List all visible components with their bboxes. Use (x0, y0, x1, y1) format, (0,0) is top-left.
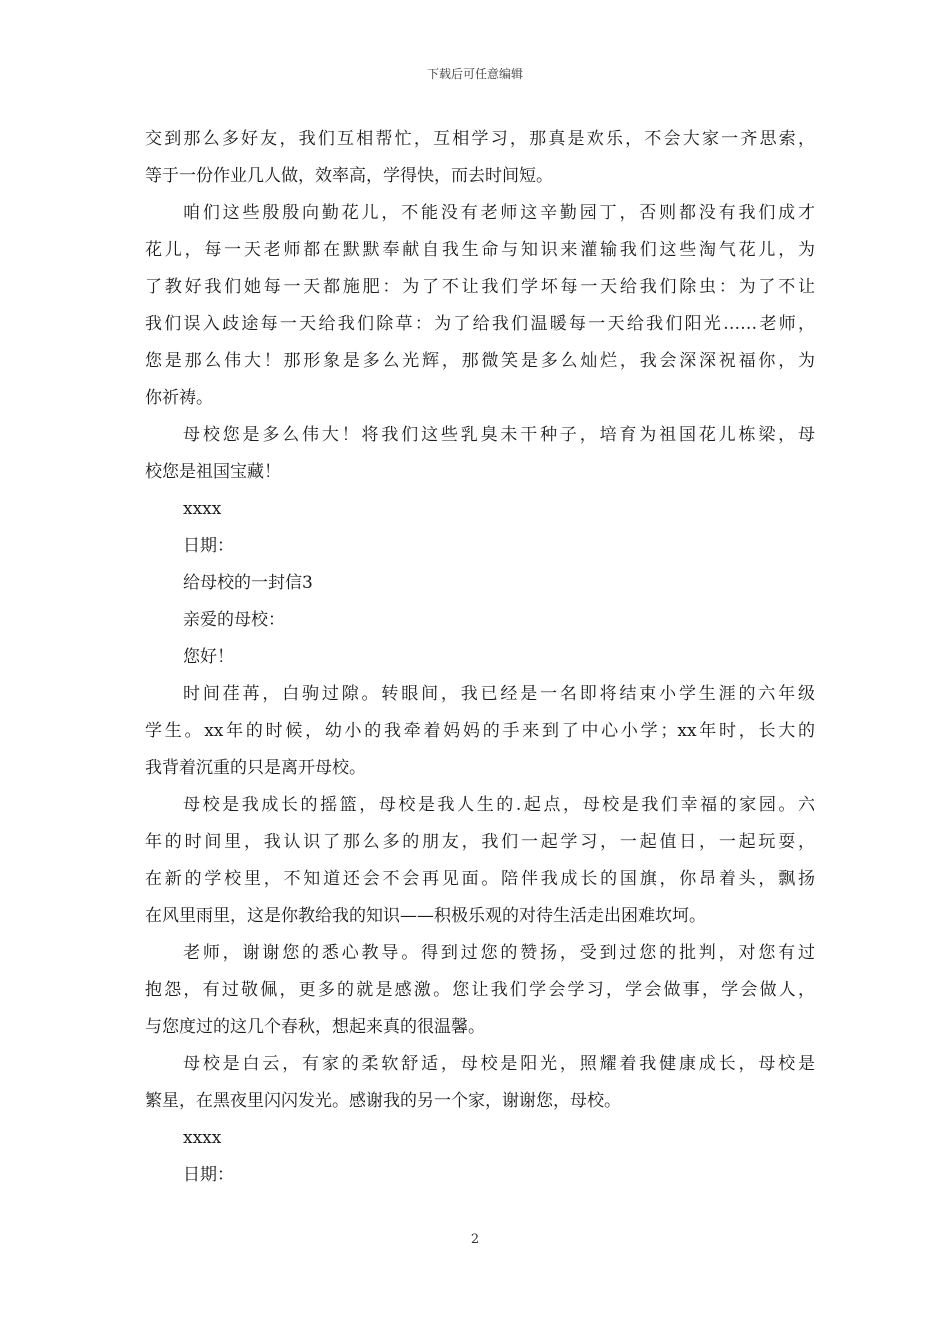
text-line: 您好！ (183, 647, 234, 667)
text-line: 抱怨，有过敬佩，更多的就是感激。您让我们学会学习，学会做事，学会做人， (145, 980, 815, 1000)
text-line: 交到那么多好友，我们互相帮忙，互相学习，那真是欢乐，不会大家一齐思索， (145, 129, 815, 149)
text-line: 等于一份作业几人做，效率高，学得快，而去时间短。 (145, 166, 553, 186)
text-line: 了教好我们她每一天都施肥：为了不让我们学坏每一天给我们除虫：为了不让 (145, 277, 815, 297)
text-line: 母校您是多么伟大！将我们这些乳臭未干种子，培育为祖国花儿栋梁，母 (183, 425, 815, 445)
text-line: 我背着沉重的只是离开母校。 (145, 758, 366, 778)
text-line: 在新的学校里，不知道还会不会再见面。陪伴我成长的国旗，你昂着头，飘扬 (145, 869, 815, 889)
text-line: 校您是祖国宝藏！ (145, 462, 281, 482)
header-text: 下载后可任意编辑 (426, 67, 523, 81)
text-line: 花儿，每一天老师都在默默奉献自我生命与知识来灌输我们这些淘气花儿，为 (145, 240, 815, 260)
page-header (0, 66, 950, 82)
text-line: xxxx (183, 1128, 222, 1148)
text-line: 时间荏苒，白驹过隙。转眼间，我已经是一名即将结束小学生涯的六年级 (183, 684, 815, 704)
text-line: xxxx (183, 499, 222, 519)
text-line: 咱们这些殷殷向勤花儿，不能没有老师这辛勤园丁，否则都没有我们成才 (183, 203, 815, 223)
text-line: 学生。xx年的时候，幼小的我牵着妈妈的手来到了中心小学；xx年时，长大的 (145, 721, 815, 741)
page-footer (0, 1232, 950, 1248)
text-line: 老师，谢谢您的悉心教导。得到过您的赞扬，受到过您的批判，对您有过 (183, 943, 815, 963)
text-line: 日期： (183, 536, 234, 556)
text-line: 繁星，在黑夜里闪闪发光。感谢我的另一个家，谢谢您，母校。 (145, 1091, 621, 1111)
text-line: 您是那么伟大！那形象是多么光辉，那微笑是多么灿烂，我会深深祝福你，为 (145, 351, 815, 371)
text-line: 在风里雨里，这是你教给我的知识——积极乐观的对待生活走出困难坎坷。 (145, 906, 706, 926)
text-line: 日期： (183, 1165, 234, 1185)
document-body (145, 121, 815, 1194)
text-line: 母校是白云，有家的柔软舒适，母校是阳光，照耀着我健康成长，母校是 (183, 1054, 815, 1074)
text-line: 我们误入歧途每一天给我们除草：为了给我们温暖每一天给我们阳光……老师， (145, 314, 815, 334)
text-line: 年的时间里，我认识了那么多的朋友，我们一起学习，一起值日，一起玩耍， (145, 832, 815, 852)
text-line: 给母校的一封信3 (183, 573, 313, 593)
text-line: 与您度过的这几个春秋，想起来真的很温馨。 (145, 1017, 485, 1037)
page-number: 2 (470, 1232, 480, 1247)
text-line: 你祈祷。 (145, 388, 213, 408)
text-line: 亲爱的母校： (183, 610, 285, 630)
text-line: 母校是我成长的摇篮，母校是我人生的.起点，母校是我们幸福的家园。六 (183, 795, 815, 815)
